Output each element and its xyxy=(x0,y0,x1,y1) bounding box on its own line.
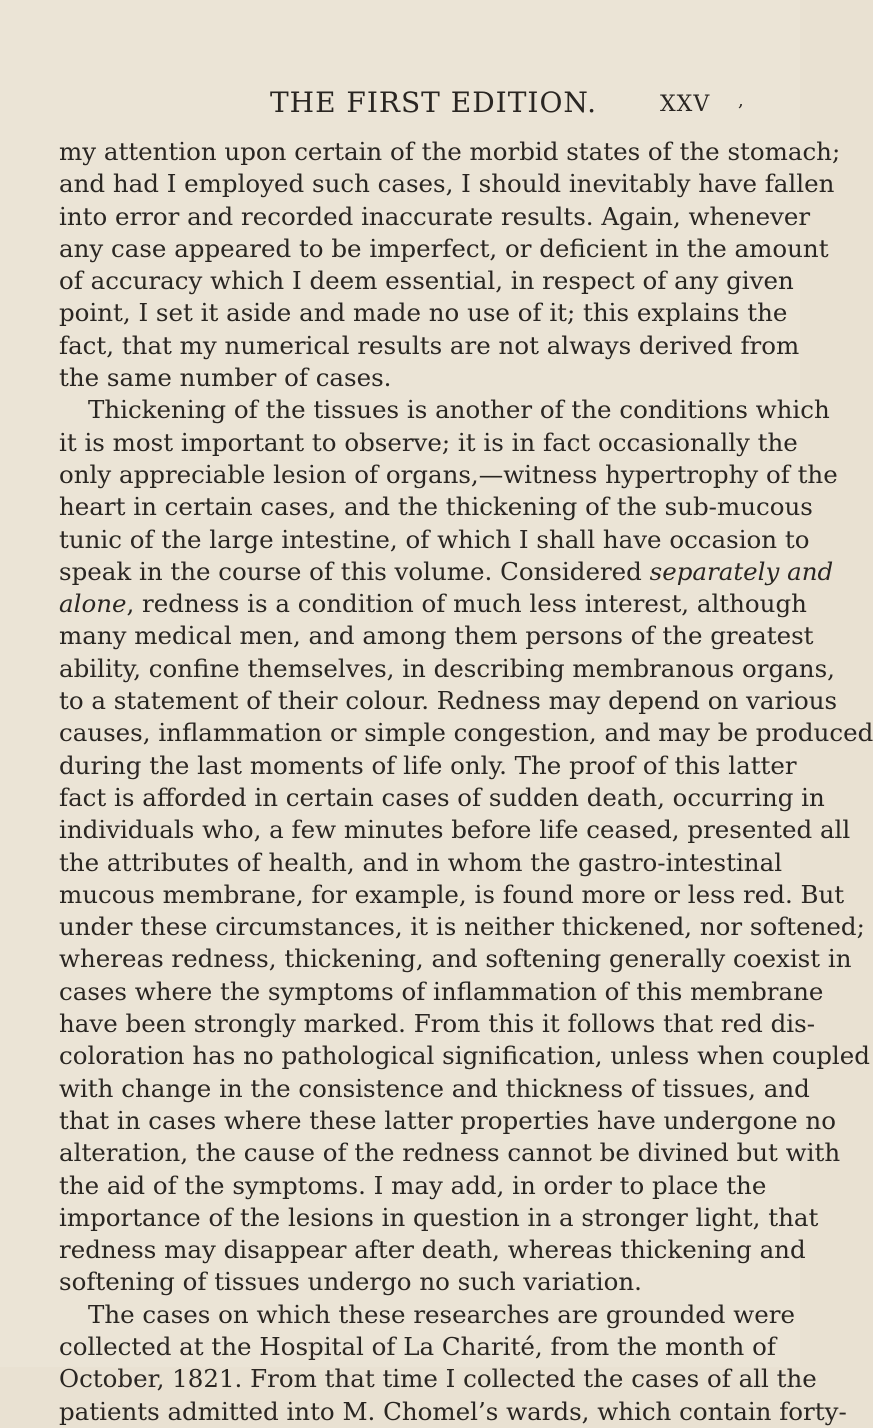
italic-segment: separately and xyxy=(649,556,834,586)
text-line: whereas redness, thickening, and softening generally coexist in xyxy=(59,944,852,974)
text-line: with change in the consistence and thickness of tissues, and xyxy=(59,1073,810,1103)
text-line: into error and recorded inaccurate results. Again, whenever xyxy=(59,201,811,231)
text-line: redness may disappear after death, whereas thickening and xyxy=(59,1235,806,1265)
text-line: mucous membrane, for example, is found more or less red. But xyxy=(59,879,845,909)
text-line: the same number of cases. xyxy=(59,363,392,393)
text-line: point, I set it aside and made no use of it; this explains the xyxy=(59,298,788,328)
text-line: and had I employed such cases, I should inevitably have fallen xyxy=(59,169,835,199)
page-header xyxy=(0,86,800,126)
text-line: softening of tissues undergo no such variation. xyxy=(59,1267,642,1297)
text-line: individuals who, a few minutes before life ceased, presented all xyxy=(59,815,851,845)
text-line: the attributes of health, and in whom the gastro-intestinal xyxy=(59,847,783,877)
text-line: patients admitted into M. Chomel’s wards, which contain forty- xyxy=(59,1396,847,1426)
text-segment: , redness is a condition of much less interest, although xyxy=(126,589,807,619)
text-line: that in cases where these latter properties have undergone no xyxy=(59,1105,836,1135)
text-line: only appreciable lesion of organs,—witness hypertrophy of the xyxy=(59,459,838,489)
text-line: any case appeared to be imperfect, or deficient in the amount xyxy=(59,233,829,263)
text-line: October, 1821. From that time I collected the cases of all the xyxy=(59,1364,817,1394)
text-line: my attention upon certain of the morbid states of the stomach; xyxy=(59,137,841,166)
text-line: tunic of the large intestine, of which I shall have occasion to xyxy=(59,524,810,554)
text-line: it is most important to observe; it is in fact occasionally the xyxy=(59,427,798,457)
text-line-mixed xyxy=(59,588,807,620)
text-line: The cases on which these researches are grounded were xyxy=(88,1299,795,1329)
text-line: collected at the Hospital of La Charité, from the month of xyxy=(59,1331,776,1361)
page-mark: , xyxy=(738,90,744,111)
text-line: importance of the lesions in question in a stronger light, that xyxy=(59,1202,819,1232)
text-line: under these circumstances, it is neither thickened, nor softened; xyxy=(59,912,865,942)
text-line: fact, that my numerical results are not always derived from xyxy=(59,330,800,360)
running-title: THE FIRST EDITION. xyxy=(270,86,598,119)
text-line: alteration, the cause of the redness cannot be divined but with xyxy=(59,1138,841,1168)
text-segment: speak in the course of this volume. Considered xyxy=(59,556,642,586)
text-line: heart in certain cases, and the thickening of the sub-mucous xyxy=(59,492,813,522)
text-line: coloration has no pathological signification, unless when coupled xyxy=(59,1041,870,1071)
text-line-mixed xyxy=(59,556,834,588)
italic-segment: alone xyxy=(59,589,127,619)
text-line: the aid of the symptoms. I may add, in order to place the xyxy=(59,1170,767,1200)
text-line: Thickening of the tissues is another of the conditions which xyxy=(88,395,830,425)
text-line: to a statement of their colour. Redness may depend on various xyxy=(59,686,838,716)
text-line: many medical men, and among them persons of the greatest xyxy=(59,621,814,651)
text-line: cases where the symptoms of inflammation of this membrane xyxy=(59,976,824,1006)
text-line: fact is afforded in certain cases of sudden death, occurring in xyxy=(59,782,825,812)
page-number: XXV xyxy=(660,92,711,117)
body-text xyxy=(59,136,873,1428)
text-line: of accuracy which I deem essential, in respect of any given xyxy=(59,266,794,296)
text-line: ability, confine themselves, in describing membranous organs, xyxy=(59,653,835,683)
text-line: have been strongly marked. From this it follows that red dis- xyxy=(59,1009,815,1039)
text-line: causes, inflammation or simple congestion, and may be produced xyxy=(59,718,873,748)
text-line: during the last moments of life only. The proof of this latter xyxy=(59,750,797,780)
